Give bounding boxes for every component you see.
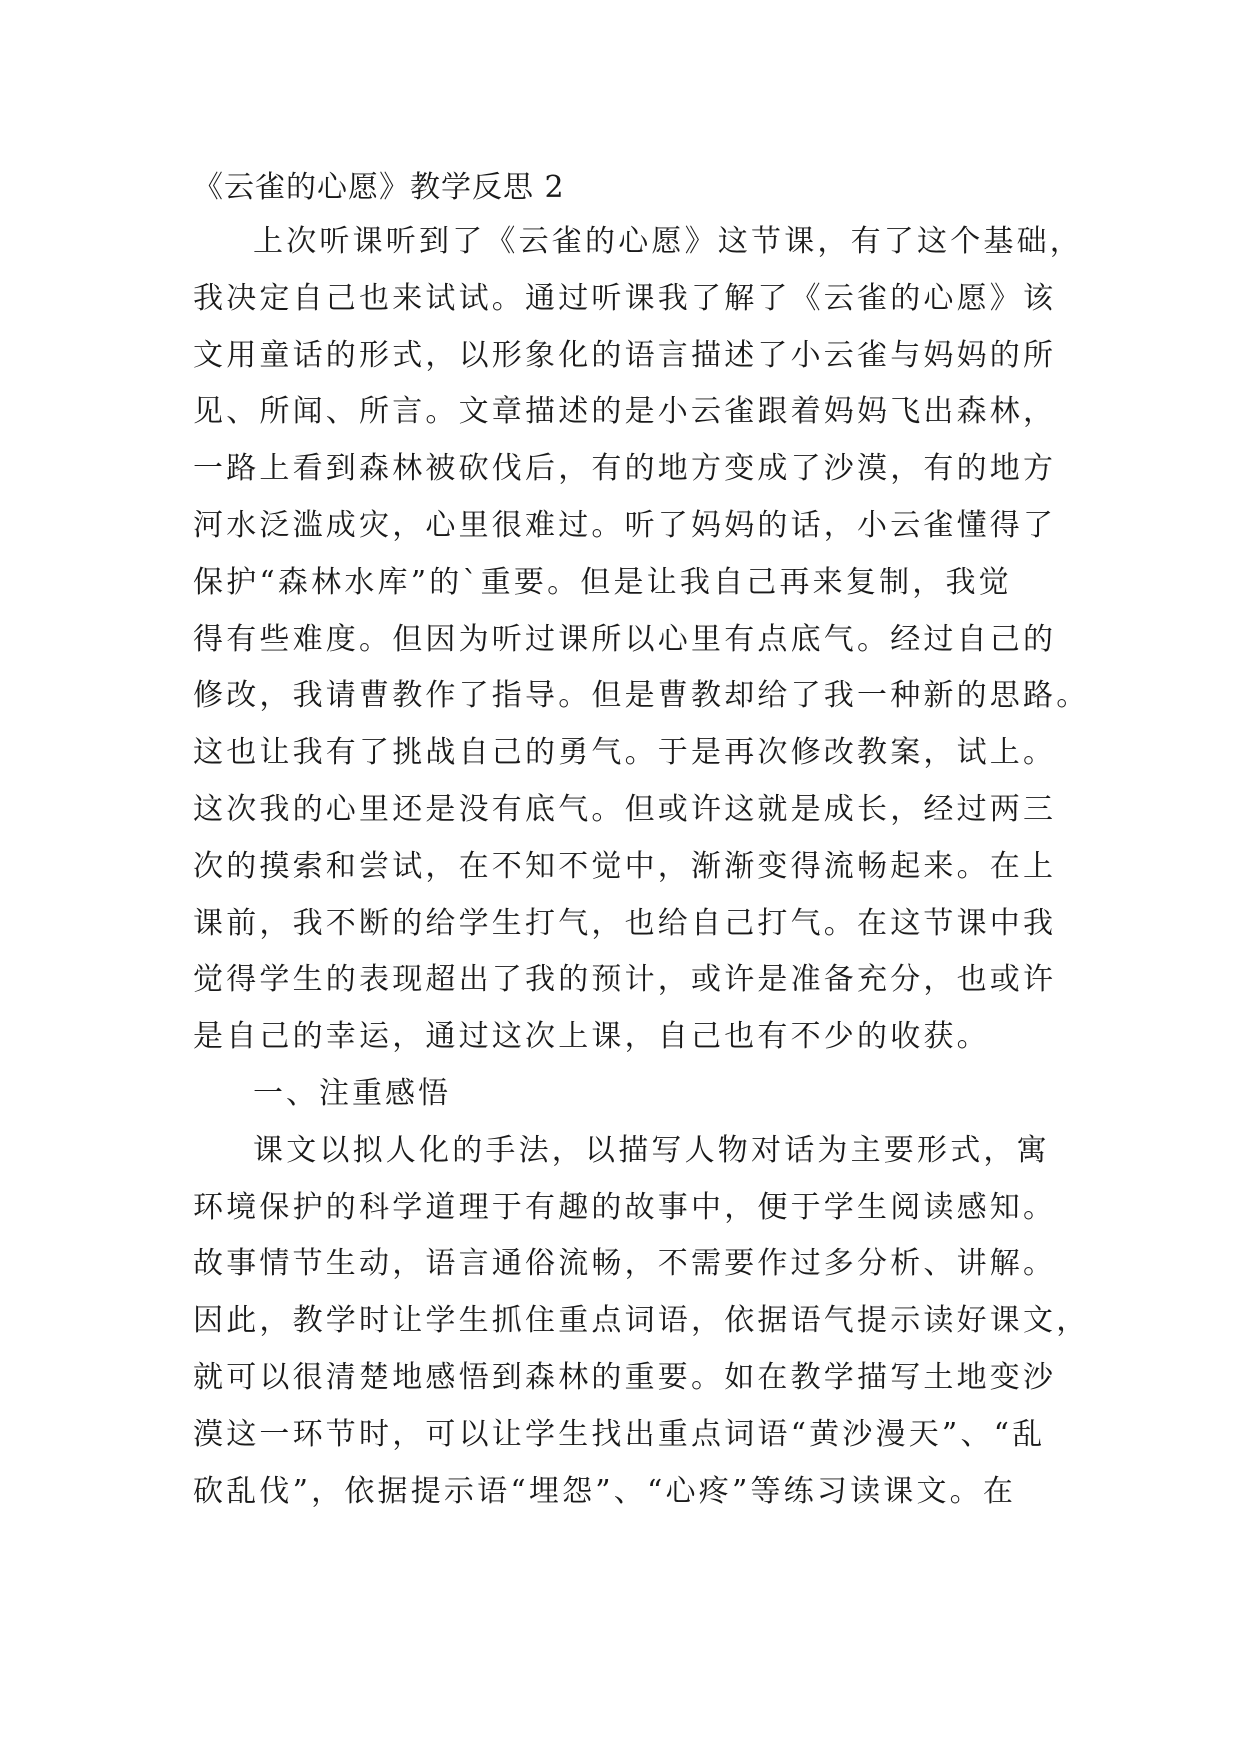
paragraph-line: 课文以拟人化的手法，以描写人物对话为主要形式，寓 — [253, 1132, 1050, 1168]
paragraph-line: 见、所闻、所言。文章描述的是小云雀跟着妈妈飞出森林， — [193, 394, 1057, 430]
paragraph-line: 次的摸索和尝试，在不知不觉中，渐渐变得流畅起来。在上 — [193, 848, 1057, 884]
paragraph-line: 是自己的幸运，通过这次上课，自己也有不少的收获。 — [193, 1019, 990, 1055]
paragraph-line: 漠这一环节时，可以让学生找出重点词语“黄沙漫天”、“乱 — [193, 1416, 1046, 1452]
paragraph-line: 课前，我不断的给学生打气，也给自己打气。在这节课中我 — [193, 905, 1057, 941]
paragraph-line: 一路上看到森林被砍伐后，有的地方变成了沙漠，有的地方 — [193, 451, 1057, 487]
section-heading: 一、注重感悟 — [253, 1075, 451, 1111]
document-title: 《云雀的心愿》教学反思 2 — [193, 170, 565, 205]
paragraph-line: 这次我的心里还是没有底气。但或许这就是成长，经过两三 — [193, 791, 1057, 827]
paragraph-line: 故事情节生动，语言通俗流畅，不需要作过多分析、讲解。 — [193, 1246, 1057, 1282]
paragraph-line: 文用童话的形式，以形象化的语言描述了小云雀与妈妈的所 — [193, 337, 1057, 373]
paragraph-2 — [193, 1123, 1090, 1521]
paragraph-line: 砍乱伐”，依据提示语“埋怨”、“心疼”等练习读课文。在 — [193, 1473, 1017, 1509]
paragraph-line: 得有些难度。但因为听过课所以心里有点底气。经过自己的 — [193, 621, 1057, 657]
document-body — [193, 162, 1090, 1520]
paragraph-line: 保护“森林水库”的`重要。但是让我自己再来复制，我觉 — [193, 564, 1012, 600]
paragraph-line: 觉得学生的表现超出了我的预计，或许是准备充分，也或许 — [193, 962, 1057, 998]
paragraph-line: 环境保护的科学道理于有趣的故事中，便于学生阅读感知。 — [193, 1189, 1057, 1225]
paragraph-line: 上次听课听到了《云雀的心愿》这节课，有了这个基础， — [253, 224, 1083, 259]
paragraph-line: 这也让我有了挑战自己的勇气。于是再次修改教案，试上。 — [193, 735, 1057, 771]
paragraph-line: 就可以很清楚地感悟到森林的重要。如在教学描写土地变沙 — [193, 1359, 1057, 1395]
paragraph-line: 因此，教学时让学生抓住重点词语，依据语气提示读好课文， — [193, 1303, 1090, 1339]
paragraph-1 — [193, 214, 1090, 1066]
paragraph-line: 河水泛滥成灾，心里很难过。听了妈妈的话，小云雀懂得了 — [193, 507, 1057, 543]
paragraph-line: 我决定自己也来试试。通过听课我了解了《云雀的心愿》该 — [193, 280, 1057, 316]
paragraph-line: 修改，我请曹教作了指导。但是曹教却给了我一种新的思路。 — [193, 678, 1090, 714]
